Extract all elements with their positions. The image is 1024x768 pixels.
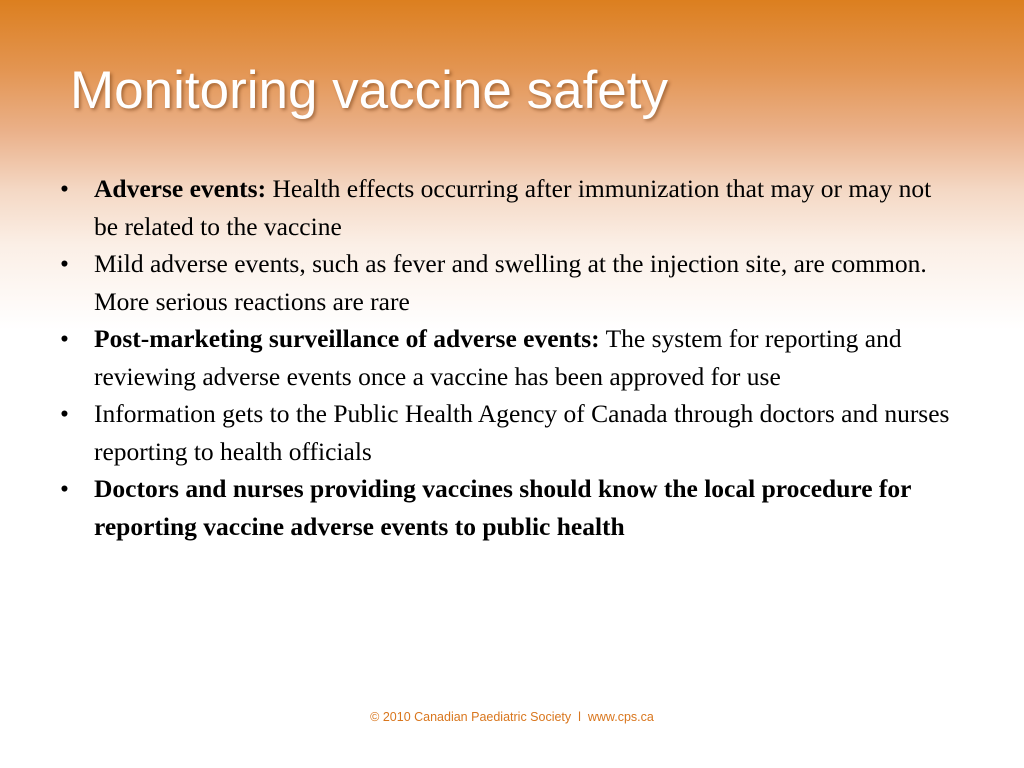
bullet-text: Mild adverse events, such as fever and swelling at the injection site, are common. More serious reactions are rare: [94, 249, 927, 316]
bullet-item-adverse-events: [57, 170, 957, 245]
bullet-dot-icon: •: [60, 474, 69, 503]
bullet-dot-icon: •: [60, 249, 69, 278]
slide-footer: [0, 710, 1024, 724]
bullet-text: Information gets to the Public Health Agency of Canada through doctors and nurses reporting to health officials: [94, 399, 950, 466]
bullet-list: [57, 170, 957, 545]
bullet-bold-text: Post-marketing surveillance of adverse events:: [94, 324, 600, 353]
footer-separator: l: [571, 710, 588, 724]
bullet-item-mild-events: [57, 245, 957, 320]
footer-copyright: © 2010 Canadian Paediatric Society: [370, 710, 572, 724]
bullet-text: Health effects occurring after immunization that may or may not be related to the vaccine: [94, 174, 932, 241]
footer-website: www.cps.ca: [587, 710, 654, 724]
bullet-dot-icon: •: [60, 174, 69, 203]
bullet-dot-icon: •: [60, 399, 69, 428]
bullet-bold-text: Doctors and nurses providing vaccines should know the local procedure for reporting vaccine adverse events to public health: [94, 474, 912, 541]
bullet-item-local-procedure: [57, 470, 957, 545]
bullet-item-information-flow: [57, 395, 957, 470]
bullet-dot-icon: •: [60, 324, 69, 353]
slide-title: Monitoring vaccine safety: [70, 61, 669, 120]
bullet-bold-text: Adverse events:: [94, 174, 267, 203]
bullet-text: The system for reporting and reviewing adverse events once a vaccine has been approved for use: [94, 324, 902, 391]
bullet-item-surveillance: [57, 320, 957, 395]
